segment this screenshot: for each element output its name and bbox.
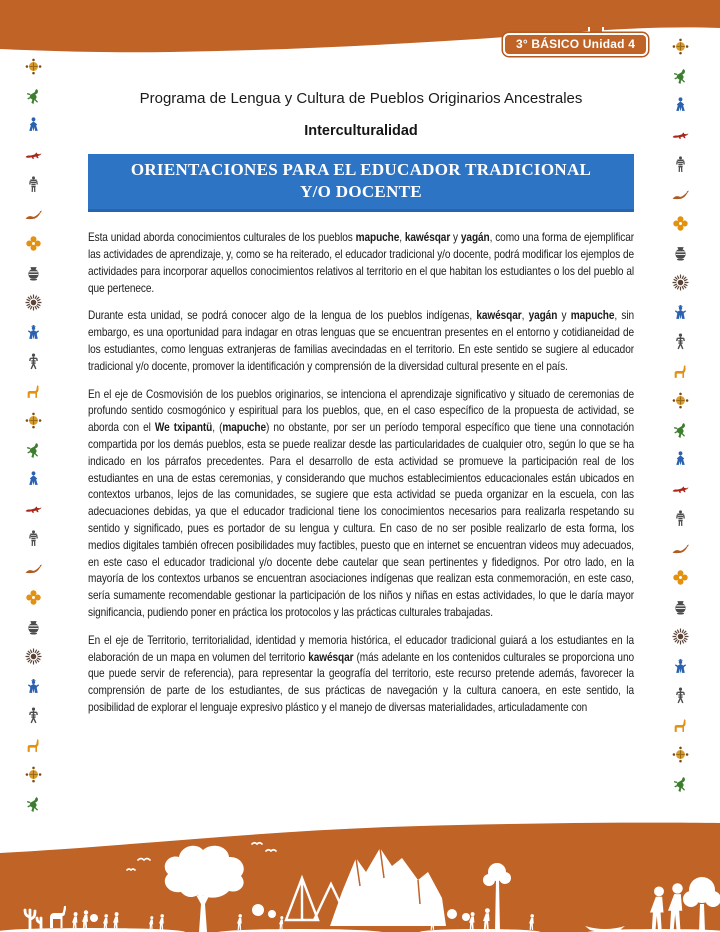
flower-icon — [25, 235, 42, 252]
guanaco-icon — [25, 737, 42, 754]
shaman-blue-icon — [25, 324, 42, 341]
unit-tag: 3° BÁSICO Unidad 4 — [503, 33, 648, 56]
paragraph: En el eje de Territorio, territorialidad, identidad y memoria histórica, el educador tradicional guiará a los estudiantes en la elaboración de un mapa en volumen del territorio kawésqar (más adelante en los contenidos culturales se proporciona uno que puede servir de referencia), para representar la geografía del territorio, este recurso pretende además, favorecer la comprensión de parte de los estudiantes, de sus prácticas de navegación y la cultura canoera, en este sentido, la posibilidad de explorar el lenguaje expresivo plástico y el manejo de diversas materialidades, articuladamente con — [88, 632, 634, 714]
condor-icon — [25, 560, 42, 577]
flower-icon — [672, 215, 689, 232]
ancestor-figure-icon — [672, 687, 689, 704]
sun-star-icon — [25, 294, 42, 311]
kultrun-sun-icon — [25, 766, 42, 783]
right-icon-strip — [669, 38, 691, 793]
totem-figure-icon — [672, 510, 689, 527]
fox-icon — [672, 481, 689, 498]
paragraph: Durante esta unidad, se podrá conocer algo de la lengua de los pueblos indígenas, kawésqar, yagán y mapuche, sin embargo, es una oportunidad para indagar en otras lenguas que se encuentran presentes en el entorno y cotidianeidad de los estudiantes, como lenguas extranjeras de familias avecindadas en el territorio. En este sentido se sugiere al educador tradicional y/o docente, promover la identificación y comprensión de la diversidad cultural presente en el país. — [88, 308, 635, 373]
subtitle: Interculturalidad — [304, 123, 418, 139]
lizard-icon — [672, 422, 689, 439]
lizard-icon — [672, 776, 689, 793]
condor-icon — [25, 206, 42, 223]
totem-figure-icon — [25, 530, 42, 547]
left-icon-strip — [22, 58, 44, 813]
kultrun-sun-icon — [25, 412, 42, 429]
lizard-icon — [672, 68, 689, 85]
footer-landscape-banner — [0, 820, 720, 932]
condor-icon — [672, 186, 689, 203]
guanaco-icon — [672, 363, 689, 380]
fox-icon — [672, 127, 689, 144]
pottery-icon — [25, 619, 42, 636]
guanaco-icon — [672, 717, 689, 734]
lizard-icon — [25, 796, 42, 813]
kultrun-sun-icon — [672, 746, 689, 763]
sun-star-icon — [672, 274, 689, 291]
paragraphs — [88, 229, 634, 716]
person-blue-icon — [672, 97, 689, 114]
paragraph: Esta unidad aborda conocimientos culturales de los pueblos mapuche, kawésqar y yagán, como una forma de ejemplificar las actividades de aprendizaje, y, como se ha reiterado, el educador tradicional y/o docente, podrá modificar los ejemplos de actividades para incorporar aquellos conocimientos relativos al territorio en el que habitan los estudiantes o los del pueblo al que pertenece. — [88, 230, 634, 295]
paragraph: En el eje de Cosmovisión de los pueblos originarios, se intenciona el aprendizaje significativo y situado de ceremonias de profundo sentido cosmogónico y espiritual para los pueblos, que, en el caso específico de la propuesta de actividad, se aborda con el We txipantü, (mapuche) no obstante, por ser un período temporal específico que tiene una connotación compartida por los demás pueblos, esta se puede realizar desde las particularidades de cualquier otro, según lo que se ha indicado en los párrafos precedentes. Para el desarrollo de esta actividad se promueve la participación real de los estudiantes en una de estas ceremonias, y considerando que muchos establecimientos educacionales están ubicados en contextos urbanos, lejos de las comunidades, se sugiere que esta actividad se pueda organizar en la escuela, con las adecuaciones debidas, ya que el educador tradicional tiene los conocimientos necesarios para realizarla respetando su sentido y significado, pues es portador de su lengua y cultura. En caso de no ser posible realizarlo de esta forma, los medios digitales también ofrecen posibilidades muy factibles, puesto que en internet se encuentran videos muy adecuados, en este caso el educador tradicional y/o docente debe cautelar que sean pertinentes y fidedignos. Por otro lado, en la mayoría de los contextos urbanos se encuentran asociaciones indígenas que realizan esta conmemoración, en este caso, sería sumamente recomendable gestionar la participación de los niños y niñas en estas actividades, lo que le daría mayor significancia, pudiendo poner en práctica los protocolos y las prácticas culturales trabajadas. — [88, 386, 635, 619]
lizard-icon — [25, 442, 42, 459]
sun-star-icon — [25, 648, 42, 665]
condor-icon — [672, 540, 689, 557]
fox-icon — [25, 147, 42, 164]
shaman-blue-icon — [25, 678, 42, 695]
ancestor-figure-icon — [25, 707, 42, 724]
flower-icon — [672, 569, 689, 586]
person-blue-icon — [672, 451, 689, 468]
totem-figure-icon — [672, 156, 689, 173]
main-content — [88, 90, 634, 727]
program-title: Programa de Lengua y Cultura de Pueblos Originarios Ancestrales — [139, 90, 583, 107]
fox-icon — [25, 501, 42, 518]
ancestor-figure-icon — [672, 333, 689, 350]
lizard-icon — [25, 88, 42, 105]
section-title-banner: ORIENTACIONES PARA EL EDUCADOR TRADICIONAL Y/O DOCENTE — [88, 154, 634, 212]
kultrun-sun-icon — [25, 58, 42, 75]
shaman-blue-icon — [672, 304, 689, 321]
shaman-blue-icon — [672, 658, 689, 675]
ancestor-figure-icon — [25, 353, 42, 370]
kultrun-sun-icon — [672, 392, 689, 409]
sun-star-icon — [672, 628, 689, 645]
pottery-icon — [25, 265, 42, 282]
totem-figure-icon — [25, 176, 42, 193]
guanaco-icon — [25, 383, 42, 400]
pottery-icon — [672, 245, 689, 262]
person-blue-icon — [25, 471, 42, 488]
person-blue-icon — [25, 117, 42, 134]
pottery-icon — [672, 599, 689, 616]
flower-icon — [25, 589, 42, 606]
